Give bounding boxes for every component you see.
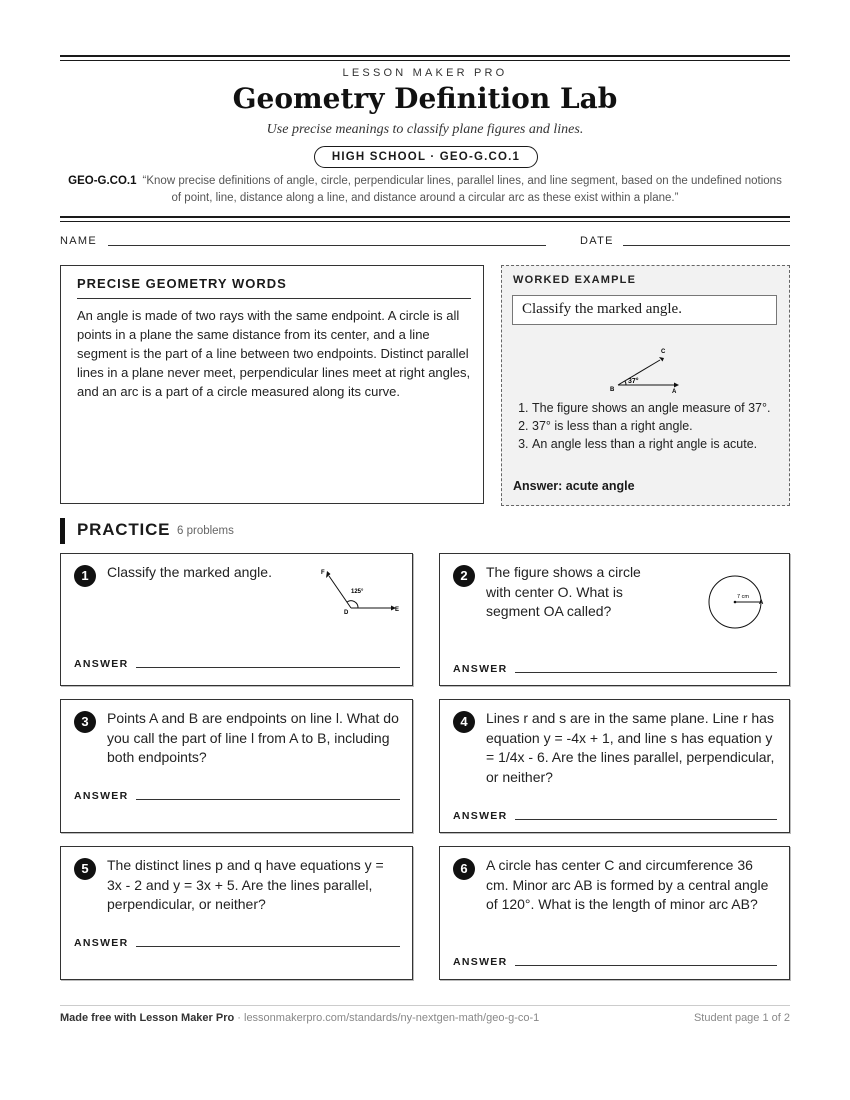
worked-step: 3. An angle less than a right angle is acute. <box>532 435 792 453</box>
answer-label: ANSWER <box>74 937 129 949</box>
vertex-label: B <box>610 387 615 393</box>
point-a-label: A <box>672 389 677 394</box>
problem-question: The figure shows a circle with center O. What is segment OA called? <box>486 564 641 619</box>
worked-example-box <box>501 265 790 506</box>
worked-example-steps <box>513 399 792 453</box>
arrowhead-a <box>674 383 679 388</box>
standard-code: GEO-G.CO.1 <box>68 175 137 187</box>
problem-2-circle-figure <box>698 572 778 632</box>
brand-name: LESSON MAKER PRO <box>342 67 508 79</box>
footer-credit <box>60 1012 539 1024</box>
page-title: Geometry Definition Lab <box>232 82 618 115</box>
vocabulary-title: PRECISE GEOMETRY WORDS <box>77 276 287 291</box>
footer-made-with: Made free with Lesson Maker Pro <box>60 1012 235 1024</box>
problem-question: The distinct lines p and q have equations y = 3x - 2 and y = 3x + 5. Are the lines parallel, perpendicular, or neither? <box>107 857 384 912</box>
problem-number: 4 <box>453 711 475 733</box>
problem-card-4 <box>439 699 790 833</box>
answer-field[interactable] <box>136 946 400 947</box>
worked-example-answer: Answer: acute angle <box>513 479 635 493</box>
practice-count: 6 problems <box>177 525 234 537</box>
standard-statement <box>64 173 786 207</box>
level-badge: HIGH SCHOOL · GEO-G.CO.1 <box>314 146 538 168</box>
header-bottom-rule <box>60 216 790 222</box>
footer-url: · lessonmakerpro.com/standards/ny-nextgen-math/geo-g-co-1 <box>234 1012 540 1024</box>
answer-label: ANSWER <box>74 790 129 802</box>
angle-measure-label: 125° <box>351 589 364 595</box>
name-label: NAME <box>60 235 97 247</box>
footer-divider <box>60 1005 790 1006</box>
vocabulary-divider <box>77 298 471 299</box>
answer-field[interactable] <box>515 819 777 820</box>
point-c-label: C <box>661 349 666 355</box>
problem-number: 6 <box>453 858 475 880</box>
answer-label: ANSWER <box>74 658 129 670</box>
problem-number: 1 <box>74 565 96 587</box>
answer-field[interactable] <box>136 667 400 668</box>
worked-step: 1. The figure shows an angle measure of 37°. <box>532 399 792 417</box>
problem-card-3 <box>60 699 413 833</box>
problem-number: 2 <box>453 565 475 587</box>
vocabulary-box <box>60 265 484 504</box>
problem-question: Points A and B are endpoints on line l. What do you call the part of line l from A to B, including both endpoints? <box>107 710 399 765</box>
answer-field[interactable] <box>515 965 777 966</box>
problem-number: 3 <box>74 711 96 733</box>
problem-card-2 <box>439 553 790 686</box>
page-subtitle: Use precise meanings to classify plane figures and lines. <box>266 122 584 137</box>
practice-accent-bar <box>60 518 65 544</box>
vertex-label: D <box>344 610 349 616</box>
date-label: DATE <box>580 235 614 247</box>
point-e-label: E <box>394 607 399 613</box>
ray-df <box>329 576 351 608</box>
name-field[interactable] <box>108 245 546 246</box>
problem-number: 5 <box>74 858 96 880</box>
problem-question: Lines r and s are in the same plane. Line r has equation y = -4x + 1, and line s has equation y = 1/4x - 6. Are the lines parallel, perpendicular, or neither? <box>486 710 775 785</box>
answer-label: ANSWER <box>453 956 508 968</box>
angle-arc <box>625 381 626 385</box>
problem-card-1 <box>60 553 413 686</box>
page-number: Student page 1 of 2 <box>693 1012 790 1024</box>
header-top-rule <box>60 55 790 61</box>
point-a-label: A <box>759 600 764 606</box>
practice-title: PRACTICE <box>77 520 171 539</box>
date-field[interactable] <box>623 245 790 246</box>
worked-example-angle-figure <box>606 344 686 394</box>
worked-example-prompt: Classify the marked angle. <box>512 295 777 325</box>
worked-step: 2. 37° is less than a right angle. <box>532 417 792 435</box>
problem-question: Classify the marked angle. <box>107 564 272 580</box>
worked-example-label: WORKED EXAMPLE <box>513 274 637 286</box>
standard-text: “Know precise definitions of angle, circle, perpendicular lines, parallel lines, and line segment, based on the undefined notions of point, line, distance along a line, and distance around a circular arc as these exist within a plane.” <box>142 175 782 204</box>
problem-question: A circle has center C and circumference 36 cm. Minor arc AB is formed by a central angle of 120°. What is the length of minor arc AB? <box>486 857 769 912</box>
point-f-label: F <box>321 570 325 576</box>
problem-card-6 <box>439 846 790 980</box>
arrowhead-c <box>659 357 664 362</box>
angle-measure-label: 37° <box>628 378 639 385</box>
answer-field[interactable] <box>136 799 400 800</box>
vocabulary-text: An angle is made of two rays with the same endpoint. A circle is all points in a plane the same distance from its center, and a line segment is the part of a line between two endpoints. Distinct parallel lines in a plane never meet, perpendicular lines meet at right angles, and an arc is a part of a circle measured along its curve. <box>77 308 471 399</box>
answer-label: ANSWER <box>453 663 508 675</box>
problem-1-angle-figure <box>311 566 401 626</box>
radius-label: 7 cm <box>737 594 749 600</box>
ray-bc <box>618 360 660 385</box>
answer-label: ANSWER <box>453 810 508 822</box>
problem-card-5 <box>60 846 413 980</box>
answer-field[interactable] <box>515 672 777 673</box>
